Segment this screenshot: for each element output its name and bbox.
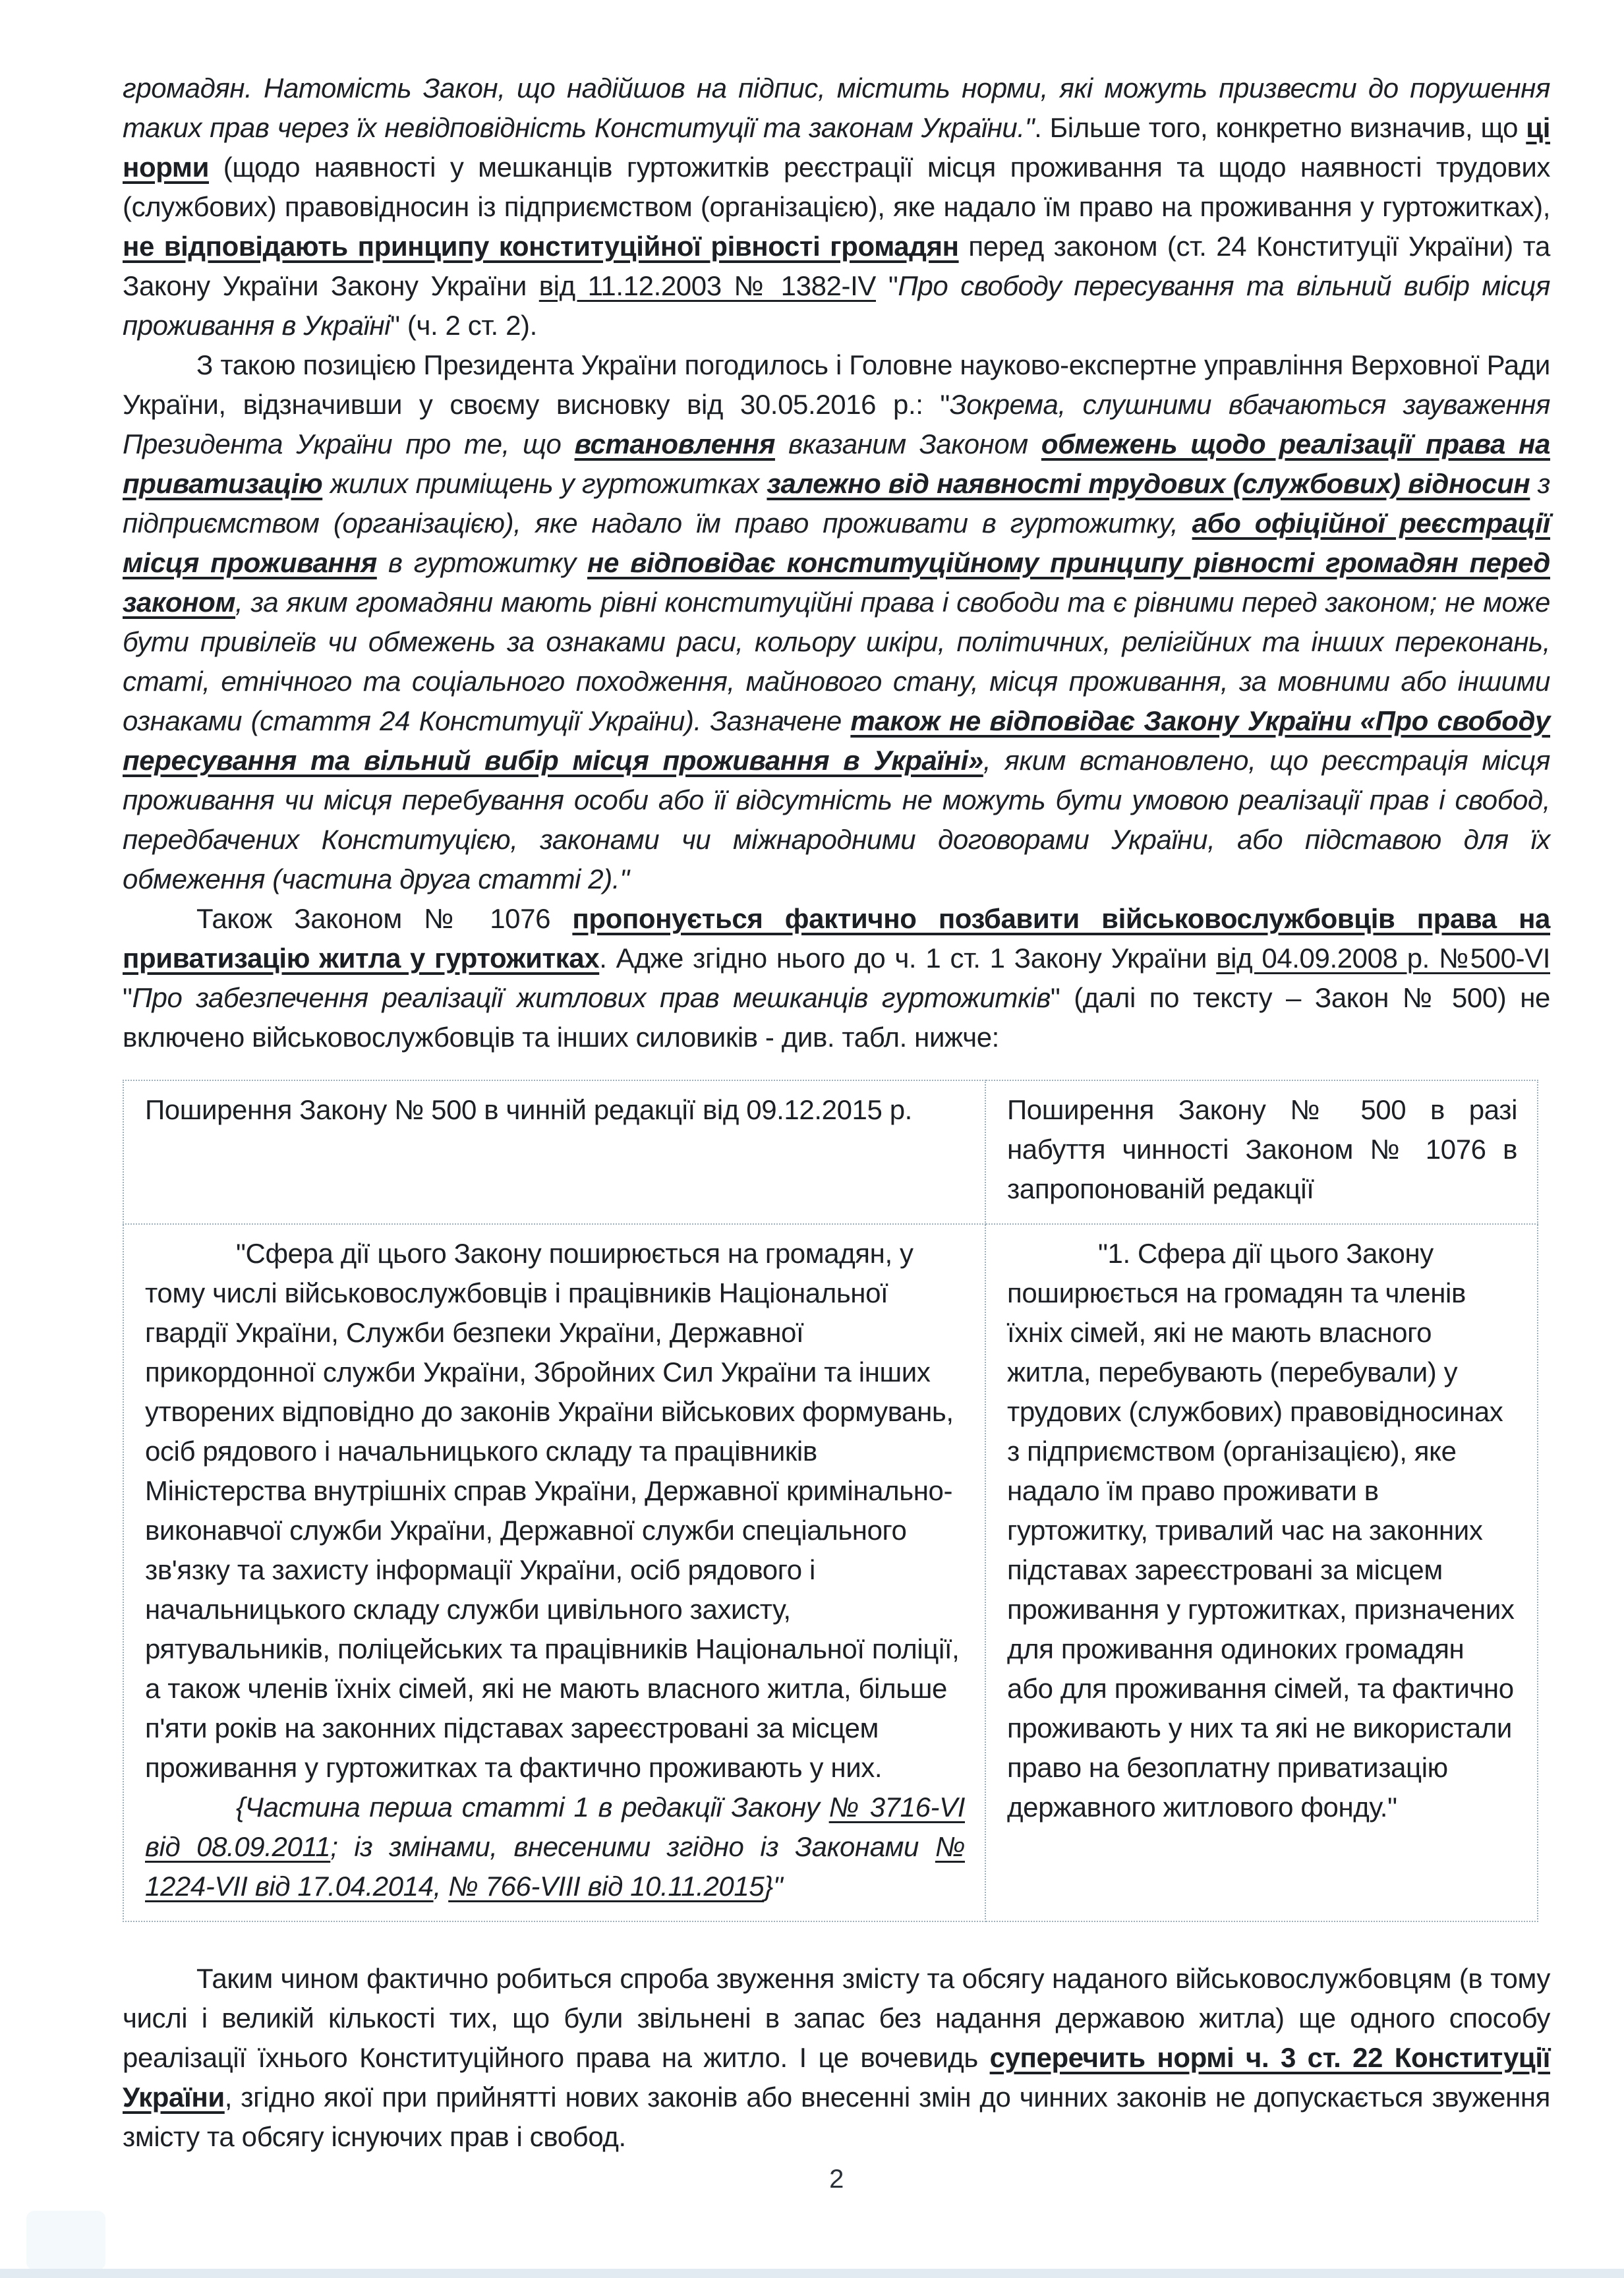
text-segment: Також Законом № 1076 [196, 903, 573, 934]
text-segment: не відповідає конституційному принципу рівності громадян перед законом [123, 547, 1550, 618]
text-segment: залежно від наявності трудових (службових) відносин [767, 468, 1530, 499]
text-segment: . Більше того, конкретно визначив, що [1034, 112, 1526, 143]
text-segment: Поширення Закону № 500 в разі набуття чинності Законом № 1076 в запропонованій редакції [1007, 1094, 1517, 1204]
text-segment: громадян. Натомість Закон, що надійшов на підпис, містить норми, які можуть призвести до порушення таких прав через їх невідповідність Конституції та законам України." [123, 73, 1550, 143]
text-segment: Зокрема, слушними вбачаються зауваження Президента України про те, що [123, 389, 1550, 459]
text-segment: з підприємством (організацією), яке надало їм право проживати в гуртожитку, [123, 468, 1550, 539]
text-segment: (щодо наявності у мешканців гуртожитків реєстрації місця проживання та щодо наявності трудових (службових) правовідносин із підприємством (організацією), яке надало їм право на проживання у гуртожитках), [123, 152, 1550, 222]
proposed-law-text [1007, 1234, 1517, 1827]
text-segment: або офіційної реєстрації місця проживання [123, 508, 1551, 578]
text-segment: З такою позицією Президента України погодилось і Головне науково-експертне управління Верховної Ради України, відзначивши у своєму висновку від 30.05.2016 р.: " [123, 349, 1550, 420]
text-segment: жилих приміщень у гуртожитках [322, 468, 767, 499]
text-segment: Поширення Закону № 500 в чинній редакції від 09.12.2015 р. [145, 1094, 912, 1125]
text-segment: "1. Сфера дії цього Закону поширюється на громадян та членів їхніх сімей, які не мають власного житла, перебувають (перебували) у трудових (службових) правовідносинах з підприємством (організацією), яке надало їм право проживати в гуртожитку, тривалий час на законних підставах зареєстровані за місцем проживання у гуртожитках, призначених для проживання одиноких громадян або для проживання сімей, та фактично проживають у них та які не використали право на безоплатну приватизацію державного житлового фонду." [1007, 1238, 1515, 1823]
text-segment: , за яким громадяни мають рівні конституційні права і свободи та є рівними перед законом; не може бути привілеїв чи обмежень за ознаками раси, кольору шкіри, політичних, релігійних та інших переконань, статі, етнічного та соціального походження, майнового стану, місця проживання, за мовними або іншими ознаками (стаття 24 Конституції України). Зазначене [123, 587, 1550, 736]
text-segment: " (далі по тексту – Закон № 500) не включено військовослужбовців та інших силовиків - див. табл. нижче: [123, 982, 1550, 1053]
text-segment: № 1224-VII від 17.04.2014 [145, 1831, 965, 1902]
text-segment: № 3716-VI від 08.09.2011 [145, 1792, 965, 1862]
paragraph-expert-opinion [123, 345, 1550, 899]
table-cell-proposed-text [985, 1224, 1538, 1921]
text-segment: {Частина перша статті 1 в редакції Закону [236, 1792, 829, 1823]
table-header-row [123, 1080, 1538, 1224]
text-segment: в гуртожитку [376, 547, 587, 578]
text-segment: також не відповідає Закону України «Про свободу пересування та вільний вибір місця проживання в Україні» [123, 705, 1550, 776]
table-cell-current-text [123, 1224, 985, 1921]
text-segment: від 11.12.2003 № 1382-IV [538, 270, 876, 301]
paragraph-intro-violation [123, 69, 1550, 345]
paragraph-conclusion [123, 1959, 1550, 2157]
text-segment: Таким чином фактично робиться спроба звуження змісту та обсягу наданого військовослужбовцям (в тому числі і великій кількості тих, що були звільнені в запас без надання державою житла) ще одного способу реалізації їхнього Конституційного права на житло. І це вочевидь [123, 1963, 1550, 2073]
text-segment: № 766-VIII від 10.11.2015 [448, 1871, 765, 1902]
table-header-proposed-law [985, 1080, 1538, 1224]
text-segment: , [433, 1871, 449, 1902]
text-segment: ці норми [123, 112, 1550, 183]
text-segment: від 04.09.2008 р. №500-VI [1216, 943, 1550, 974]
text-segment: Про свободу пересування та вільний вибір місця проживання в Україні [123, 270, 1550, 341]
document-content [123, 69, 1550, 2157]
text-segment: вказаним Законом [774, 428, 1041, 459]
table-header-current-law [123, 1080, 985, 1224]
text-segment: не відповідають принципу конституційної рівності громадян [123, 231, 959, 262]
text-segment: " [123, 982, 132, 1013]
scan-artifact-bottom-edge [0, 2269, 1624, 2278]
scan-artifact-smudge [26, 2211, 105, 2270]
paragraph-law-1076 [123, 899, 1550, 1057]
text-segment: , яким встановлено, що реєстрація місця проживання чи місця перебування особи або її відсутність не можуть бути умовою реалізації прав і свобод, передбачених Конституцією, законами чи міжнародними договорами України, або підставою для їх обмеження (частина друга статті 2)." [123, 745, 1550, 894]
text-segment: пропонується фактично позбавити військовослужбовців права на приватизацію житла у гуртожитках [123, 903, 1550, 974]
text-segment: суперечить нормі ч. 3 ст. 22 Конституції України [123, 2042, 1551, 2113]
text-segment: " [875, 270, 898, 301]
text-segment: }" [764, 1871, 783, 1902]
text-segment: перед законом (ст. 24 Конституції України) та Закону України Закону України [123, 231, 1550, 301]
page-number: 2 [829, 2165, 844, 2194]
current-law-amendments-note [145, 1788, 965, 1906]
text-segment: встановлення [574, 428, 775, 459]
text-segment: Про забезпечення реалізації житлових прав мешканців гуртожитків [132, 982, 1051, 1013]
text-segment: ; із змінами, внесеними згідно із Законами [330, 1831, 935, 1862]
table-body-row [123, 1224, 1538, 1921]
text-segment: " (ч. 2 ст. 2). [390, 310, 537, 341]
comparison-table [123, 1080, 1538, 1922]
text-segment: "Сфера дії цього Закону поширюється на громадян, у тому числі військовослужбовців і працівників Національної гвардії України, Служби безпеки України, Державної прикордонної служби України, Збройних Сил України та інших утворених відповідно до законів України військових формувань, осіб рядового і начальницького складу та працівників Міністерства внутрішніх справ України, Державної кримінально-виконавчої служби України, Державної служби спеціального зв'язку та захисту інформації України, осіб рядового і начальницького складу служби цивільного захисту, рятувальників, поліцейських та працівників Національної поліції, а також членів їхніх сімей, які не мають власного житла, більше п'яти років на законних підставах зареєстровані за місцем проживання у гуртожитках та фактично проживають у них. [145, 1238, 960, 1783]
text-segment: обмежень щодо реалізації права на приватизацію [123, 428, 1550, 499]
text-segment: . Адже згідно нього до ч. 1 ст. 1 Закону України [599, 943, 1217, 974]
text-segment: , згідно якої при прийнятті нових законів або внесенні змін до чинних законів не допускається звуження змісту та обсягу існуючих прав і свобод. [123, 2082, 1550, 2152]
current-law-text [145, 1234, 965, 1788]
